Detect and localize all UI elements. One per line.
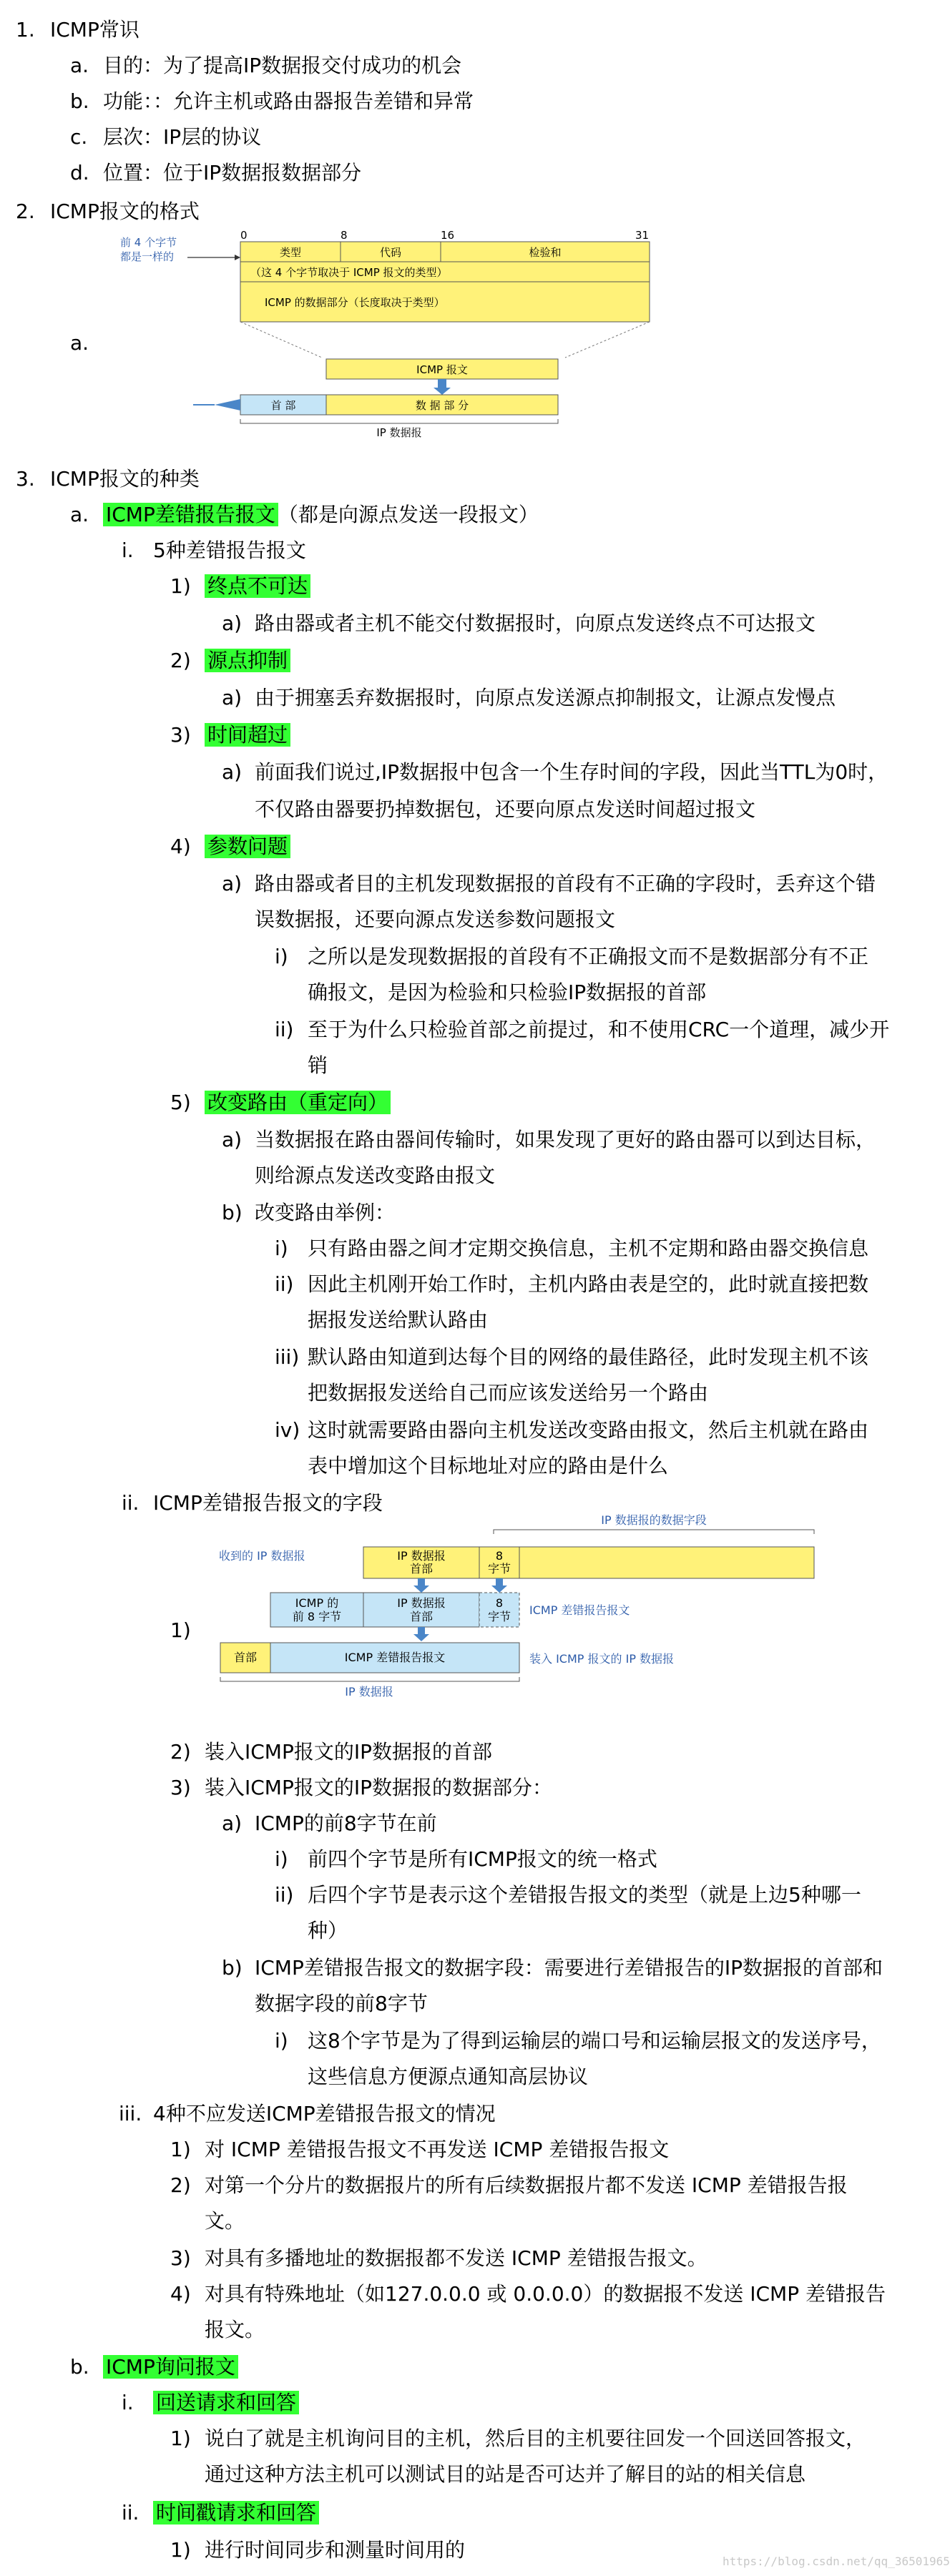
d2-ip-header-2: 首部 [409,1562,434,1575]
list-marker: i. [122,2391,134,2414]
list-marker: b) [222,1201,243,1224]
list-item [255,1990,428,2018]
list-item [255,1954,883,1982]
d1-brace [240,419,558,423]
list-item-text: 只有路由器之间才定期交换信息，主机不定期和路由器交换信息 [308,1237,869,1260]
d2-received: 收到的 IP 数据报 [219,1549,305,1563]
list-marker: 2. [16,200,35,223]
d2-arrow-2 [491,1578,507,1593]
list-marker: a) [222,760,243,784]
list-item-text: ICMP差错报告报文的字段 [153,1491,383,1515]
list-marker: i. [122,539,134,562]
list-marker: 1) [170,574,191,598]
list-marker: b) [222,1956,243,1980]
highlighted-term: 源点抑制 [205,649,290,672]
list-item-text: 功能：：允许主机或路由器报告差错和异常 [103,89,474,113]
watermark: https://blog.csdn.net/qq_36501965 [723,2555,950,2568]
highlighted-term: 回送请求和回答 [153,2391,299,2414]
d2-copy-8bytes-1: 8 [495,1596,504,1610]
d2-icmp-err: ICMP 差错报告报文 [344,1651,446,1664]
list-item [103,501,539,529]
list-item-text: 路由器或者主机不能交付数据报时，向原点发送终点不可达报文 [255,611,816,635]
list-marker: 1) [170,2427,191,2450]
list-item [205,1774,552,1802]
list-marker: 3) [170,1776,191,1799]
list-item-text: 层次：IP层的协议 [103,125,262,149]
list-item-text: 装入ICMP报文的IP数据报的首部 [205,1740,492,1764]
list-item-text: 表中增加这个目标地址对应的路由是什么 [308,1454,669,1478]
list-item [205,1088,391,1117]
d1-left-arrow [215,399,240,411]
list-marker: b. [70,89,89,113]
list-item [308,1051,328,1080]
list-item [205,2460,805,2489]
d1-bit-8: 8 [341,229,348,242]
list-marker: iii. [119,2102,142,2125]
d1-bit-0: 0 [240,229,248,242]
d1-icmp-msg: ICMP 报文 [416,363,468,376]
list-marker: i) [275,1847,288,1871]
list-marker: 3. [16,467,35,491]
highlighted-term: 终点不可达 [205,574,310,598]
list-item [255,609,816,638]
d2-copy-header-2: 首部 [409,1610,434,1623]
list-item-text: 误数据报，还要向源点发送参数问题报文 [255,908,616,931]
list-item [103,123,261,152]
list-item [153,2499,319,2527]
list-marker: 3) [170,2246,191,2270]
list-item-text: 进行时间同步和测量时间用的 [205,2538,466,2562]
list-item-text: ICMP的前8字节在前 [255,1811,437,1835]
list-item [205,2316,265,2344]
d1-field-checksum: 检验和 [529,246,562,259]
list-marker: a) [222,872,243,895]
list-marker: c. [70,125,88,149]
list-item [205,1738,492,1766]
list-item [308,1343,868,1372]
list-item [255,795,755,824]
list-marker: a) [222,1811,243,1835]
list-item [308,1881,861,1909]
list-marker: 1) [170,1618,191,1642]
d1-side-label-1: 前 4 个字节 [120,236,177,249]
list-item-text: 据报发送给默认路由 [308,1308,489,1332]
list-marker: 2) [170,1740,191,1764]
list-item-text: 位置：位于IP数据报数据部分 [103,161,362,185]
list-marker: b. [70,2355,89,2379]
list-item-text: 销 [308,1053,328,1077]
list-item [308,943,868,971]
list-item [205,2244,707,2273]
d2-hdr: 首部 [233,1651,258,1664]
list-item-text: 这时就需要路由器向主机发送改变路由报文，然后主机就在路由 [308,1418,869,1442]
d2-copy-8bytes-2: 字节 [487,1610,511,1623]
d1-header: 首 部 [270,399,296,412]
list-item [255,1126,876,1154]
list-item [205,2135,669,2164]
list-item-text: 对第一个分片的数据报片的所有后续数据报片都不发送 ICMP 差错报告报 [205,2173,848,2197]
d2-8bytes-1: 8 [495,1549,504,1563]
list-item [308,1379,708,1407]
d1-note: （这 4 个字节取决于 ICMP 报文的类型） [250,266,448,279]
list-item-text: ICMP常识 [50,18,139,41]
list-item [50,465,200,493]
list-marker: iii) [275,1345,300,1369]
list-marker: d. [70,161,89,185]
list-item [50,197,200,226]
list-item-text: ICMP差错报告报文的数据字段：需要进行差错报告的IP数据报的首部和 [255,1956,883,1980]
list-item [255,905,615,934]
list-item [103,87,474,116]
list-marker: a) [222,686,243,709]
list-item-text: ICMP报文的种类 [50,467,200,491]
list-marker: ii. [122,1491,139,1515]
d1-down-arrow [434,379,451,395]
list-marker: 1) [170,2538,191,2562]
list-marker: ii) [275,1272,294,1296]
list-item-text: 4种不应发送ICMP差错报告报文的情况 [153,2102,496,2125]
list-marker: a. [70,54,89,77]
list-item [153,536,306,565]
d2-ip-datagram: IP 数据报 [345,1685,393,1699]
highlighted-term: 时间超过 [205,723,290,747]
list-item [103,51,461,80]
d1-bit-16: 16 [441,229,455,242]
list-item [308,1416,868,1445]
d2-icmp-first-1: ICMP 的 [295,1596,339,1610]
list-marker: 4) [170,2282,191,2306]
list-marker: a) [222,1128,243,1151]
list-item [205,647,290,675]
d2-top-label: IP 数据报的数据字段 [601,1513,707,1527]
list-item-text: 默认路由知道到达每个目的网络的最佳路径，此时发现主机不该 [308,1345,869,1369]
highlighted-term: ICMP差错报告报文 [103,503,278,526]
d1-data-part: ICMP 的数据部分（长度取决于类型） [265,296,445,309]
list-item-text: 前四个字节是所有ICMP报文的统一格式 [308,1847,657,1871]
list-item-text: 这些信息方便源点通知高层协议 [308,2065,589,2088]
list-item-text: ICMP报文的格式 [50,200,200,223]
list-item-text: 改变路由举例： [255,1201,396,1224]
list-marker: 4) [170,835,191,858]
list-marker: i) [275,2029,288,2053]
d2-ip-header-1: IP 数据报 [397,1549,446,1563]
icmp-error-fields-diagram [207,1505,851,1706]
d2-arrow-3 [413,1627,429,1641]
list-item-text: 对具有特殊地址（如127.0.0.0 或 0.0.0.0）的数据报不发送 ICMP 差错报告 [205,2282,886,2306]
list-item [103,159,361,187]
list-item-text: （都是向源点发送一段报文） [278,503,539,526]
list-item-text: 对具有多播地址的数据报都不发送 ICMP 差错报告报文。 [205,2246,707,2270]
list-item [308,1306,488,1334]
d2-bottom-brace [220,1677,519,1681]
list-item-text: 对 ICMP 差错报告报文不再发送 ICMP 差错报告报文 [205,2138,670,2161]
list-item [308,2063,588,2091]
d2-8bytes-2: 字节 [487,1562,511,1575]
list-item-text: 把数据报发送给自己而应该发送给另一个路由 [308,1381,709,1405]
list-marker: 1) [170,2138,191,2161]
highlighted-term: 时间戳请求和回答 [153,2501,319,2525]
highlighted-term: 参数问题 [205,835,290,858]
d1-header-row [240,242,650,262]
list-item [308,1234,868,1263]
d1-ip-datagram: IP 数据报 [376,426,422,439]
list-item [103,2353,238,2381]
list-item [205,2207,245,2236]
list-item-text: 不仅路由器要扔掉数据包，还要向原点发送时间超过报文 [255,797,756,821]
list-item [308,2027,881,2055]
list-marker: i) [275,945,288,968]
list-item-text: 确报文，是因为检验和只检验IP数据报的首部 [308,980,707,1004]
d1-funnel [240,322,650,358]
d2-top-brace [494,1530,814,1534]
list-item-text: 种） [308,1919,348,1942]
list-item [205,2280,886,2309]
list-item [205,2424,866,2453]
list-item [308,1917,348,1945]
list-item-text: 说白了就是主机询问目的主机，然后目的主机要往回发一个回送回答报文， [205,2427,866,2450]
list-item-text: 5种差错报告报文 [153,539,306,562]
list-item-text: 因此主机刚开始工作时，主机内路由表是空的，此时就直接把数 [308,1272,869,1296]
list-item [50,16,139,44]
list-marker: 1. [16,18,35,41]
d1-field-code: 代码 [379,246,402,259]
icmp-format-diagram [107,229,665,443]
list-marker: 2) [170,2173,191,2197]
list-marker: ii. [122,2501,139,2525]
list-item [255,870,876,898]
list-item [205,832,290,861]
list-item [255,1809,437,1838]
list-item-text: 路由器或者目的主机发现数据报的首段有不正确的字段时，丢弃这个错 [255,872,876,895]
list-item [255,684,836,712]
list-item [308,978,706,1007]
list-item [308,1270,868,1299]
list-item [255,758,888,787]
d2-rest-box [519,1547,814,1578]
list-item [205,721,290,749]
list-item [205,2536,465,2565]
list-item-text: 之所以是发现数据报的首段有不正确报文而不是数据部分有不正 [308,945,869,968]
list-item-text: 装入ICMP报文的IP数据报的数据部分： [205,1776,552,1799]
list-item-text: 前面我们说过,IP数据报中包含一个生存时间的字段，因此当TTL为0时， [255,760,888,784]
d2-loaded: 装入 ICMP 报文的 IP 数据报 [529,1652,675,1666]
list-marker: 5) [170,1091,191,1114]
list-marker: a. [70,331,89,355]
list-item-text: 通过这种方法主机可以测试目的站是否可达并了解目的站的相关信息 [205,2462,806,2486]
list-item [308,1016,889,1044]
list-marker: iv) [275,1418,300,1442]
list-item [255,1199,395,1227]
list-item [308,1452,668,1480]
list-marker: 3) [170,723,191,747]
highlighted-term: ICMP询问报文 [103,2355,238,2379]
d2-icmp-first-2: 前 8 字节 [292,1610,342,1623]
d1-side-label-2: 都是一样的 [120,250,175,263]
list-marker: ii) [275,1883,294,1907]
list-item-text: 至于为什么只检验首部之前提过，和不使用CRC一个道理，减少开 [308,1018,890,1041]
highlighted-term: 改变路由（重定向） [205,1091,391,1114]
list-marker: i) [275,1237,288,1260]
list-item-text: 由于拥塞丢弃数据报时，向原点发送源点抑制报文，让源点发慢点 [255,686,836,709]
list-item-text: 则给源点发送改变路由报文 [255,1164,496,1187]
list-marker: a) [222,611,243,635]
list-item [205,572,310,601]
list-item [308,1845,657,1874]
list-item-text: 当数据报在路由器间传输时，如果发现了更好的路由器可以到达目标， [255,1128,876,1151]
list-item-text: 数据字段的前8字节 [255,1992,428,2015]
list-item [205,2171,848,2200]
list-marker: ii) [275,1018,294,1041]
list-marker: a. [70,503,89,526]
list-item-text: 这8个字节是为了得到运输层的端口号和运输层报文的发送序号， [308,2029,881,2053]
d2-arrow-1 [413,1578,429,1593]
d2-icmp-err-msg: ICMP 差错报告报文 [529,1603,630,1617]
d1-field-type: 类型 [279,246,302,259]
list-item-text: 文。 [205,2209,245,2233]
d2-copy-header-1: IP 数据报 [397,1596,446,1610]
list-item-text: 后四个字节是表示这个差错报告报文的类型（就是上边5种哪一 [308,1883,861,1907]
d1-bit-31: 31 [635,229,650,242]
list-item [153,2100,496,2128]
list-item [153,2389,299,2417]
d1-data: 数 据 部 分 [415,399,469,412]
list-item [255,1161,495,1190]
list-item-text: 报文。 [205,2318,265,2341]
list-marker: 2) [170,649,191,672]
list-item-text: 目的：为了提高IP数据报交付成功的机会 [103,54,462,77]
